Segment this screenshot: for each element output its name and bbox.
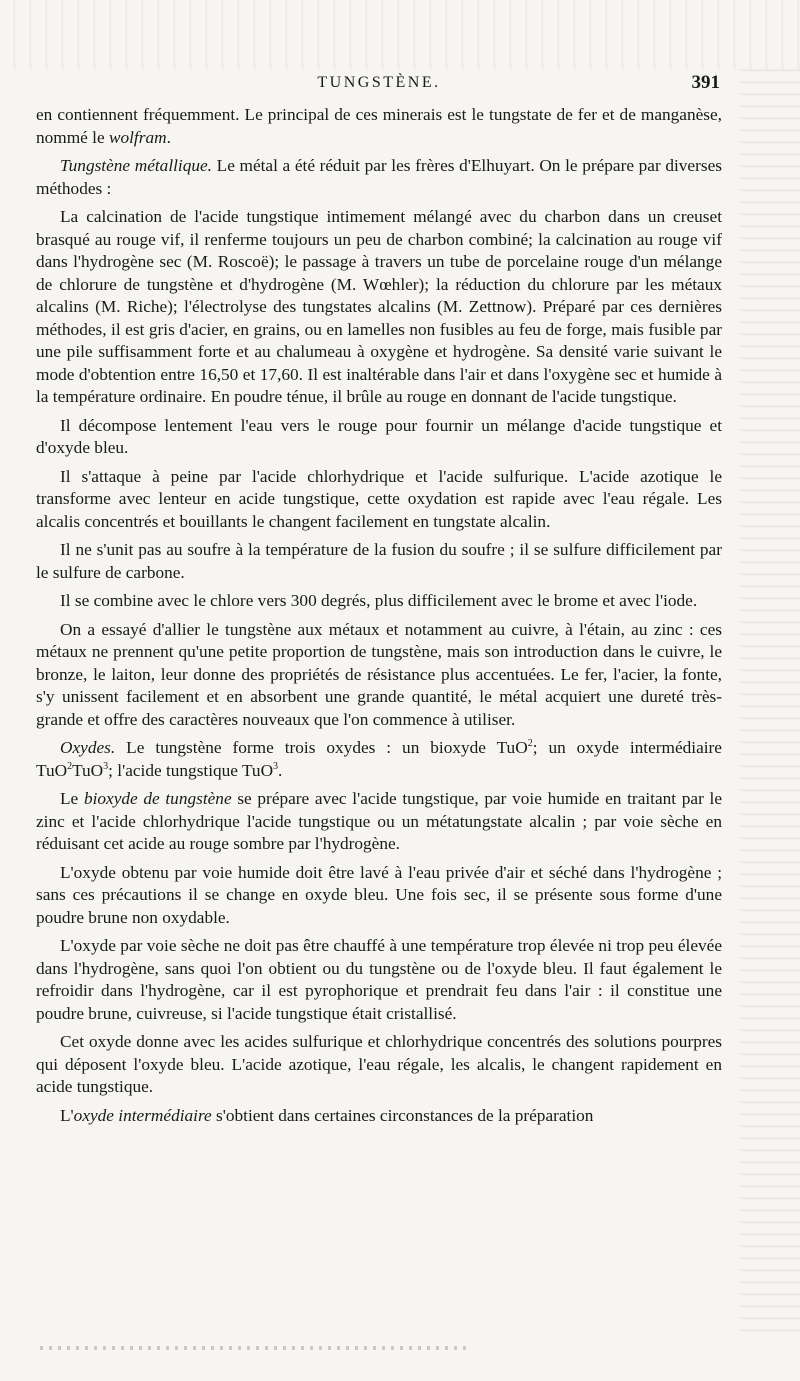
running-title: TUNGSTÈNE. xyxy=(317,74,441,91)
paragraph-1: en contiennent fréquemment. Le principal de ces minerais est le tungstate de fer et de manganèse, nommé le wolfram. xyxy=(36,105,722,147)
paragraph-solutions-pourpres: Cet oxyde donne avec les acides sulfurique et chlorhydrique concentrés des solutions pourpres qui déposent l'oxyde bleu. L'acide azotique, l'eau régale, les alcalis, le changent rapidement en acide tungstique. xyxy=(36,1032,722,1096)
paragraph-oxyde-intermediaire: L'oxyde intermédiaire s'obtient dans certaines circonstances de la préparation xyxy=(60,1105,594,1125)
scan-noise-bottom xyxy=(40,1346,470,1350)
page-number: 391 xyxy=(691,72,720,93)
page-body xyxy=(36,104,722,1127)
paragraph-alliages: On a essayé d'allier le tungstène aux métaux et notamment au cuivre, à l'étain, au zinc : ces métaux ne prennent qu'une petite proportion de tungstène, mais son introduction dans le cuivre, le bronze, le laiton, leur donne des propriétés de résistance plus accentuées. Le fer, l'acier, la fonte, s'y unissent facilement et en absorbent une grande quantité, le métal acquiert une dureté très-grande et offre des caractères nouveaux que l'on commence à utiliser. xyxy=(36,619,722,729)
paragraph-oxydes: Oxydes. Le tungstène forme trois oxydes : un bioxyde TuO$^2$; un oxyde intermédiaire TuO$^2$TuO$^3$; l'acide tungstique TuO$^3$. xyxy=(36,738,722,780)
paragraph-soufre: Il ne s'unit pas au soufre à la température de la fusion du soufre ; il se sulfure difficilement par le sulfure de carbone. xyxy=(36,540,722,582)
paragraph-chlore: Il se combine avec le chlore vers 300 degrés, plus difficilement avec le brome et avec l'iode. xyxy=(60,591,698,610)
running-head xyxy=(36,74,722,104)
paragraph-tungstene-metallique: Tungstène métallique. Le métal a été réduit par les frères d'Elhuyart. On le prépare par diverses méthodes : xyxy=(36,156,722,198)
book-page xyxy=(36,74,722,1133)
paragraph-decomposition: Il décompose lentement l'eau vers le rouge pour fournir un mélange d'acide tungstique et d'oxyde bleu. xyxy=(36,415,722,457)
scan-noise-right-edge xyxy=(740,60,800,1340)
paragraph-voie-humide: L'oxyde obtenu par voie humide doit être lavé à l'eau privée d'air et séché dans l'hydrogène ; sans ces précautions il se change en oxyde bleu. Une fois sec, il se présente sous forme d'une poudre brune non oxydable. xyxy=(36,862,722,927)
scan-noise-top xyxy=(0,0,800,70)
paragraph-attaque: Il s'attaque à peine par l'acide chlorhydrique et l'acide sulfurique. L'acide azotique le transforme avec lenteur en acide tungstique, cette oxydation est rapide avec l'eau régale. Les alcalis concentrés et bouillants le changent facilement en tungstate alcalin. xyxy=(36,466,722,531)
paragraph-preparation: La calcination de l'acide tungstique intimement mélangé avec du charbon dans un creuset brasqué au rouge vif, il renferme toujours un peu de charbon combiné; la calcination au rouge vif dans l'hydrogène sec (M. Roscoë); le passage à travers un tube de porcelaine rouge d'un mélange de chlorure de tungstène et d'hydrogène (M. Wœhler); la réduction du chlorure par les métaux alcalins (M. Riche); l'électrolyse des tungstates alcalins (M. Zettnow). Préparé par ces dernières méthodes, il est gris d'acier, en grains, ou en lamelles non fusibles au feu de forge, mais fusible par une pile suffisamment forte et au chalumeau à oxygène et hydrogène. Sa densité varie suivant le mode d'obtention entre 16,50 et 17,60. Il est inaltérable dans l'air et dans l'oxygène sec et humide à la température ordinaire. En poudre ténue, il brûle au rouge en donnant de l'acide tungstique. xyxy=(36,207,722,406)
paragraph-voie-seche: L'oxyde par voie sèche ne doit pas être chauffé à une température trop élevée ni trop peu élevée dans l'hydrogène, sans quoi l'on obtient ou du tungstène ou de l'oxyde bleu. Il faut également le refroidir dans l'hydrogène, car il est pyrophorique et prendrait feu dans l'air : il constitue une poudre brune, cuivreuse, si l'acide tungstique était cristallisé. xyxy=(36,936,722,1023)
paragraph-bioxyde: Le bioxyde de tungstène se prépare avec l'acide tungstique, par voie humide en traitant par le zinc et l'acide chlorhydrique l'acide tungstique ou un métatungstate alcalin ; par voie sèche en réduisant cet acide au rouge sombre par l'hydrogène. xyxy=(36,789,723,853)
